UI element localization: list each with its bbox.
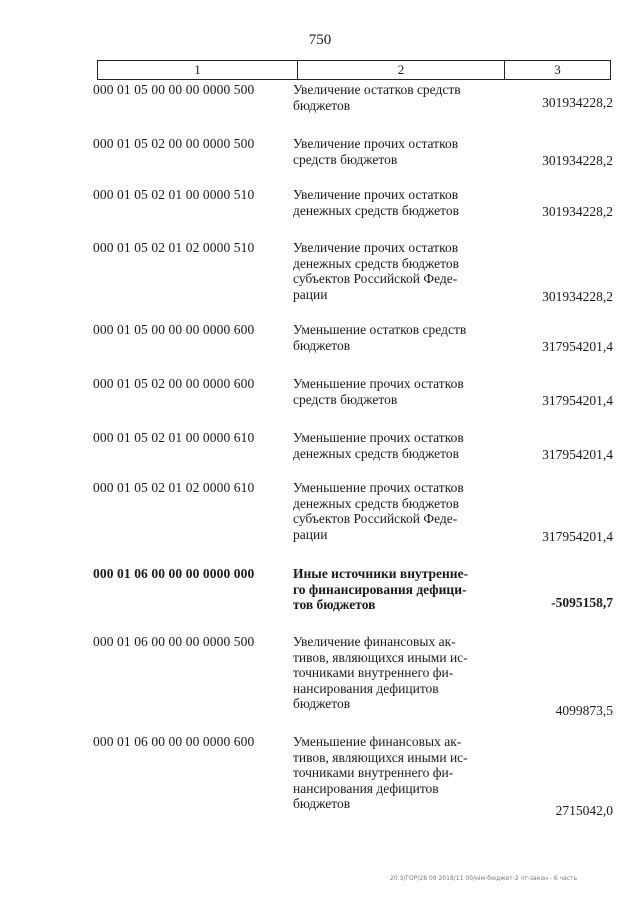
row-description-line: Уменьшение прочих остатков	[293, 480, 464, 495]
row-description-line: денежных средств бюджетов	[293, 495, 460, 511]
row-amount: 317954201,4	[542, 393, 613, 408]
row-code: 000 01 05 02 00 00 0000 500	[93, 136, 255, 151]
row-description	[293, 634, 498, 712]
row-code: 000 01 05 02 01 02 0000 510	[93, 240, 255, 255]
row-description-line: тов бюджетов	[293, 597, 376, 612]
row-description-line: Увеличение финансовых ак-	[293, 634, 456, 649]
row-amount: 301934228,2	[542, 95, 613, 110]
row-code: 000 01 05 02 01 02 0000 610	[93, 480, 255, 495]
row-amount: 317954201,4	[542, 529, 613, 544]
row-description-line: рации	[293, 286, 328, 302]
row-description-line: бюджетов	[293, 337, 351, 353]
row-description-line: бюджетов	[293, 696, 351, 711]
row-description	[293, 376, 498, 407]
row-description-line: Иные источники внутренне-	[293, 566, 469, 581]
row-amount: 4099873,5	[555, 703, 613, 718]
column-header-1: 1	[98, 61, 298, 79]
row-code: 000 01 06 00 00 00 0000 600	[93, 734, 255, 749]
row-description-line: нансирования дефицитов	[293, 780, 439, 796]
row-description-line: тивов, являющихся иными ис-	[293, 749, 468, 765]
row-code: 000 01 05 02 01 00 0000 610	[93, 430, 255, 445]
row-description-line: точниками внутреннего фи-	[293, 765, 454, 780]
row-description-line: Увеличение прочих остатков	[293, 136, 459, 151]
row-description-line: субъектов Российской Феде-	[293, 511, 458, 526]
row-description-line: средств бюджетов	[293, 391, 398, 407]
row-description-line: Увеличение прочих остатков	[293, 187, 459, 202]
row-description-line: бюджетов	[293, 97, 351, 113]
column-header-3: 3	[554, 62, 561, 77]
row-amount: 2715042,0	[555, 803, 613, 818]
row-description-line: средств бюджетов	[293, 151, 398, 167]
row-description	[293, 430, 498, 461]
row-description	[293, 322, 498, 353]
row-code: 000 01 05 02 00 00 0000 600	[93, 376, 255, 391]
page-number: 750	[308, 32, 332, 48]
row-description-line: денежных средств бюджетов	[293, 445, 460, 461]
row-description	[293, 187, 498, 218]
row-description	[293, 82, 498, 113]
row-description	[293, 734, 498, 812]
row-description-line: бюджетов	[293, 796, 351, 811]
row-description-line: Уменьшение финансовых ак-	[293, 734, 462, 749]
row-description-line: денежных средств бюджетов	[293, 255, 460, 271]
row-description-line: денежных средств бюджетов	[293, 202, 460, 218]
column-header	[97, 60, 611, 80]
row-description-line: рации	[293, 526, 328, 542]
row-description-line: Уменьшение прочих остатков	[293, 430, 464, 445]
row-amount: 301934228,2	[542, 204, 613, 219]
row-code: 000 01 06 00 00 00 0000 500	[93, 634, 255, 649]
row-description-line: точниками внутреннего фи-	[293, 665, 454, 680]
row-amount: 301934228,2	[542, 289, 613, 304]
row-description-line: Увеличение прочих остатков	[293, 240, 459, 255]
row-description-line: го финансирования дефици-	[293, 581, 467, 597]
row-code: 000 01 05 00 00 00 0000 500	[93, 82, 255, 97]
column-header-2: 2	[298, 61, 505, 79]
row-description	[293, 240, 498, 302]
row-code: 000 01 05 02 01 00 0000 510	[93, 187, 255, 202]
row-description-line: Уменьшение остатков средств	[293, 322, 467, 337]
row-description	[293, 480, 498, 542]
row-amount: 317954201,4	[542, 447, 613, 462]
footer-note: 20.3/ГОР/28 09 2018/11 00/нiм-бюджет-2 чт-закон - 6 часть	[390, 875, 578, 882]
row-amount: 317954201,4	[542, 339, 613, 354]
row-description-line: тивов, являющихся иными ис-	[293, 649, 468, 665]
row-code: 000 01 06 00 00 00 0000 000	[93, 566, 255, 581]
row-code: 000 01 05 00 00 00 0000 600	[93, 322, 255, 337]
row-description-line: Увеличение остатков средств	[293, 82, 461, 97]
row-description-line: Уменьшение прочих остатков	[293, 376, 464, 391]
row-description	[293, 136, 498, 167]
row-description	[293, 566, 498, 613]
row-amount: 301934228,2	[542, 153, 613, 168]
row-amount: -5095158,7	[551, 595, 613, 610]
row-description-line: нансирования дефицитов	[293, 680, 439, 696]
row-description-line: субъектов Российской Феде-	[293, 271, 458, 286]
